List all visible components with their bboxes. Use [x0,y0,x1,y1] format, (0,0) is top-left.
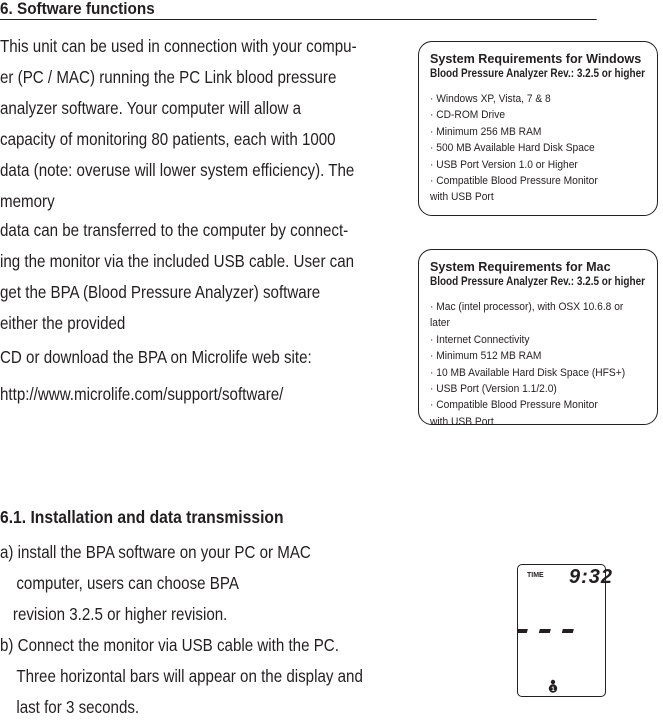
requirement-item: · Minimum 256 MB RAM [430,125,542,138]
requirement-item: · 500 MB Available Hard Disk Space [430,142,595,155]
download-paragraph [0,342,312,373]
dash-bar [539,629,551,633]
mac-requirements-box [418,249,658,428]
step-b-line: last for 3 seconds. [16,697,140,717]
text-line: either the provided [0,313,126,333]
text-line: er (PC / MAC) running the PC Link blood pressure [0,67,337,87]
subsection-title: 6.1. Installation and data transmission [0,507,284,527]
user-1-icon [549,680,557,693]
requirement-item: · CD-ROM Drive [430,109,506,122]
text-line: capacity of monitoring 80 patients, each with 1000 [0,129,336,149]
text-line: ing the monitor via the included USB cable. User can [0,251,355,271]
text-line: This unit can be used in connection with your compu- [0,36,357,56]
text-line: memory [0,191,55,211]
step-a-line: a) install the BPA software on your PC or MAC [0,542,311,562]
dash-bar [518,629,528,633]
windows-requirements-subtitle: Blood Pressure Analyzer Rev.: 3.2.5 or higher [430,67,645,80]
time-label: TIME [527,572,544,579]
installation-steps [0,537,363,723]
mac-requirements-list [430,299,651,430]
step-b-line: Three horizontal bars will appear on the display and [16,666,363,686]
requirement-item: · USB Port (Version 1.1/2.0) [430,383,557,396]
text-line: data can be transferred to the computer by connect- [0,220,349,240]
dash-bar [562,629,574,633]
monitor-display [517,564,614,697]
requirement-item: · USB Port Version 1.0 or Higher [430,158,578,171]
transfer-paragraph [0,215,354,339]
requirement-item: · Mac (intel processor), with OSX 10.6.8 or later [430,301,624,330]
text-line: CD or download the BPA on Microlife web site: [0,347,312,367]
section-title: 6. Software functions [0,0,597,20]
text-line: analyzer software. Your computer will allow a [0,98,302,118]
mac-requirements-subtitle: Blood Pressure Analyzer Rev.: 3.2.5 or higher [430,275,645,288]
svg-text:1: 1 [551,687,555,693]
software-url [0,379,283,410]
requirement-item: · 10 MB Available Hard Disk Space (HFS+) [430,366,626,379]
intro-paragraph [0,31,357,217]
text-line: get the BPA (Blood Pressure Analyzer) software [0,282,321,302]
windows-requirements-box [418,41,658,216]
requirement-item: · Compatible Blood Pressure Monitor with USB Port [430,175,598,204]
windows-requirements-title: System Requirements for Windows [430,52,642,66]
step-b-line: b) Connect the monitor via USB cable with the PC. [0,635,339,655]
text-line: data (note: overuse will lower system efficiency). The [0,160,355,180]
requirement-item: · Windows XP, Vista, 7 & 8 [430,93,551,105]
time-readout: 9:32 [569,566,614,588]
requirement-item: · Minimum 512 MB RAM [430,350,542,363]
step-a-line: revision 3.2.5 or higher revision. [12,604,228,624]
mac-requirements-title: System Requirements for Mac [430,260,611,274]
url-text: http://www.microlife.com/support/software/ [0,384,284,404]
step-a-line: computer, users can choose BPA [16,573,239,593]
display-graphics [518,565,607,698]
windows-requirements-list [430,91,651,206]
requirement-item: · Internet Connectivity [430,333,530,346]
requirement-item: · Compatible Blood Pressure Monitor with USB Port [430,399,598,428]
